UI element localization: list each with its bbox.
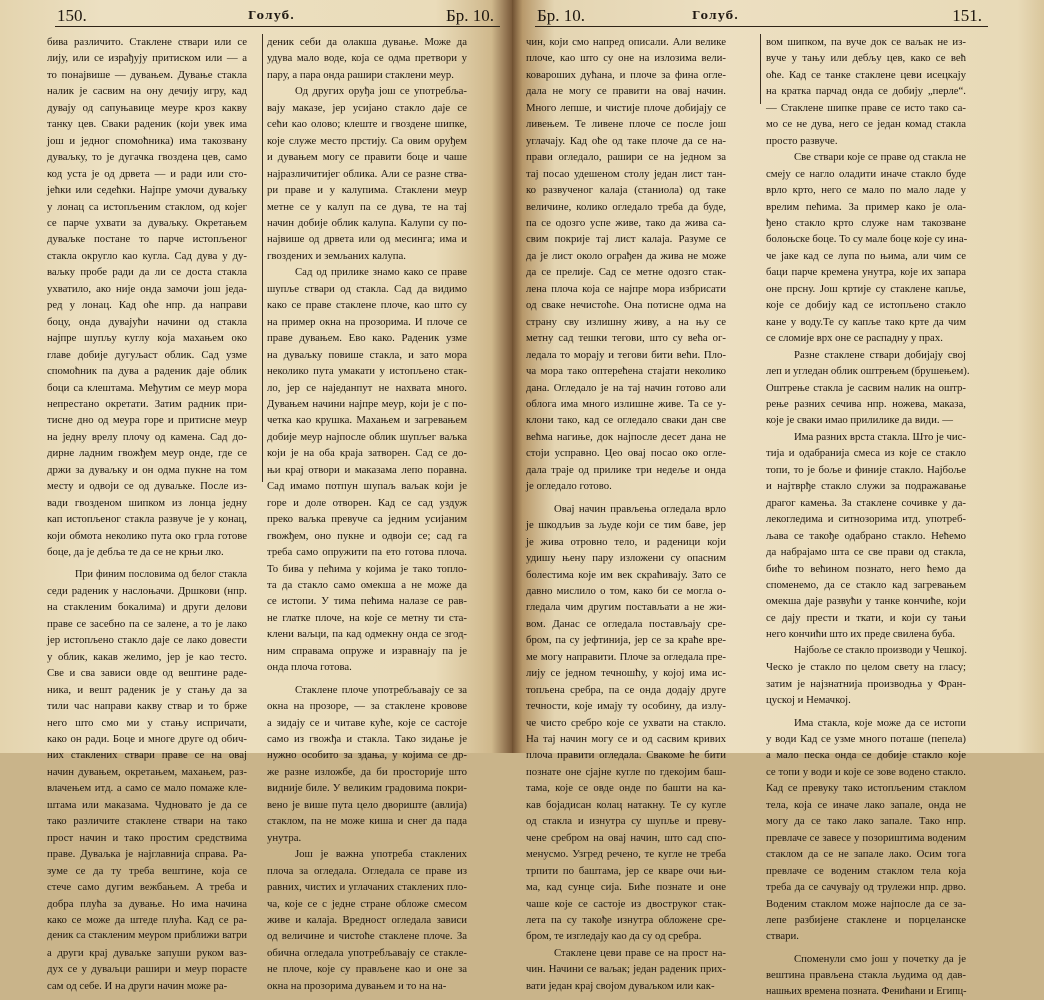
text-line: гвоздених и земљаних калупа. [267,249,406,262]
text-line: величине, колико огледало треба да буде, [526,200,726,213]
text-line: обична огледала употребљавају се стакле- [267,946,467,959]
text-line: видније биле. У великим градовима покри- [267,782,467,795]
text-line: који је на оба краја затворен. Сад се до- [267,447,467,460]
text-line: превлаче се воденим стаклом тела која [766,864,966,877]
text-line: клони тако, кад се огледало сваки дан све [526,414,726,427]
text-line: на кратка парчад онда се добију „перле“. [766,85,966,98]
text-line: живе и калаја. Вредност огледала зависи [267,914,467,927]
text-column-left [47,34,247,994]
text-line: и најтврђе стакло служи за подражавање [766,480,966,493]
text-line: Има стакла, које може да се истопи [794,716,966,729]
text-line: да је лист около ограђен да жива не може [526,249,726,262]
text-line: че јаке кад се лупа по њима, али чим се [766,249,966,262]
text-line: држи за дуваљку и он одма пукне на том [47,463,247,476]
text-line: лена плоча која се најпре мора избрисати [526,282,726,295]
column-rule [760,34,761,104]
text-line: Споменули смо још у почетку да је [794,952,966,965]
text-line: неколико пута умакати у истопљено стак- [267,365,467,378]
text-line: главе добије дугуљаст облик. Сад узме [47,348,247,361]
text-line: ника, и вешт раденик је у стању да за [47,683,247,696]
text-line: На тај начин могу се и од сасвим кривих [526,733,726,746]
text-line: пару, а пара онда рашири стаклени меур. [267,68,454,81]
text-line: — Стаклене шипке праве се исто тако са- [766,101,966,114]
text-line: омекша даје развући у танке кончиће, који [766,595,966,608]
text-line: у лонац са истопљеним стаклом, од којег [47,200,247,213]
text-line: дала траје од прилике три недеље и онда [526,463,726,476]
text-line: лета па су такође изнутра обложене сре- [526,914,726,927]
text-line: на дуваљку повише стакла, и зато мора [267,348,467,361]
text-line: у води Кад се узме много поташе (пепела) [766,733,966,746]
text-line: леп и угледан облик оштрењем (брушењем). [766,365,970,378]
text-line: тако различите стаклене ствари на тако [47,815,247,828]
text-line: них стаклених ствари праве се на овај [47,749,247,762]
text-line: који обмота неколико пута око грла готове [47,529,247,542]
text-line: праве дувањем. Ево како. Раденик узме [267,332,467,345]
text-line: равних, чистих и углачаних стаклених пло- [267,881,467,894]
text-line: ухватило, ако није онда замочи још једа- [47,282,247,295]
text-line: стоји усправно. Цео овај посао око огле- [526,447,726,460]
text-line: боцу, онда дувајући начини од стакла [47,315,247,328]
text-line: плоча за огледала. Огледала се праве из [267,864,467,877]
text-line: тела, која се иначе лако запале, онда не [766,798,966,811]
text-line: на стакленим бокалима) и други делови [47,601,247,614]
text-line: дуваљке постане то парче истопљеног [47,233,247,246]
text-line: тај посао удешеном столу један лист тан- [526,167,726,180]
text-line: ме могу направити. Плоче за огледала пре- [526,650,726,663]
text-line: дуваљку, то је дугачка гвоздена цев, само [47,151,247,164]
text-line: ред у лонац. Кад оће нпр. да направи [47,299,247,312]
text-line: болоњске боце. То су мале боце које су ина- [766,233,968,246]
text-line: влачењем итд. а само се мало помаже кле- [47,782,247,795]
text-line: чин. Начини се ваљак; један раденик прих- [526,963,726,976]
text-line: лију, или се израђују притиском или — а [47,52,247,65]
text-line: је шкодљив за људе који се тим баве, јер [526,519,726,532]
text-line: метну сад тешки тегови, што су већа ог- [526,332,726,345]
text-line: још и једног спомоћника) има такозвану [47,134,247,147]
text-line: Од других оруђа још се употребља- [295,85,467,98]
text-line: дана. Огледало је на тај начин готово али [526,381,726,394]
text-line: свим покрије тај лист калаја. Разуме се [526,233,726,246]
text-line: шупље ствари од стакла. Сад да видимо [267,282,467,295]
text-line: чене сребром на овај начин, што сад спо- [526,831,726,844]
text-line: од стакла и изнутра су шупље и преву- [526,815,726,828]
text-line: треба само опружити па ето готова плоча. [267,546,467,559]
text-line: се парче ухвати за дуваљку. Окретањем [47,216,247,229]
text-line: Оштрење стакла је сасвим налик на оштр- [766,381,966,394]
text-line: лију се једном течношћу, у којој има ис- [526,667,726,680]
text-line: гледала чим другим постављати а не жи- [526,601,726,614]
text-line: течности, које имају ту особину, да излу- [526,700,726,713]
text-line: се истопи. У тима пећима налазе се рав- [267,595,467,608]
text-line: Дувањем начини најпре меур, који је с по- [267,397,467,410]
text-line: се сломије врх оне се распадну у прах. [766,332,943,345]
text-line: се дају прести и ткати, и који су тањи [766,611,966,624]
text-line: Има разних врста стакла. Што је чис- [794,430,966,443]
issue-number: Бр. 10. [445,6,494,25]
text-line: да набрајамо шта се све прави од стакла, [766,546,966,559]
text-line: већма нагиње, док најпосле десет дана не [526,430,726,443]
text-line: ри праве и у калупима. Стаклени меур [267,184,467,197]
text-line: ђено стакло крто служе нам такозване [766,216,966,229]
text-line: ваљку пробе ради да ли се доста стакла [47,266,247,279]
text-line: како се може да штеде плућа. Кад се ра- [47,914,247,927]
text-line: тама, које се овде онде по башти на ка- [526,782,726,795]
text-line: плоча правити огледала. Свакоме ће бити [526,749,726,762]
text-line: удишу њену пару изложени су опасним [526,552,726,565]
text-line: вено је више пута цело двориште (авлија) [267,798,467,811]
text-line: је жива отровно тело, и раденици који [526,535,726,548]
text-line: бива различито. Стаклене ствари или се [47,36,247,48]
text-line: прави огледало, рашири се на једном за [526,151,726,164]
text-line: него кончићи што их преде свилена буба. [766,628,956,641]
text-column-left [526,34,726,994]
left-page [0,0,512,992]
text-line: Још је важна употреба стаклених [295,848,467,861]
text-line: тили час направи какву ствар и то брже [47,700,247,713]
text-line: бром, те изгледају као да су од сребра. [526,930,702,943]
text-line: деник себи да олакша дување. Може да [267,36,467,48]
journal-title: Голуб. [692,9,739,22]
text-line: ча мора тако оптерећена стајати неколико [526,365,726,378]
text-line: јер истопљено стакло даје се лако довести [47,634,247,647]
text-line: метне се у калуп па се дува, те на тај [267,200,467,213]
text-line: болестима које им век скраћивају. Зато се [526,568,726,581]
text-line: смеју се нагло оладити иначе стакло буде [766,167,966,180]
text-line: Све и сва зависи овде од вештине раде- [47,667,247,680]
text-line: вештина прављена стакла људима од дав- [766,969,966,982]
text-line: праве. Дуваљка је најглавнија справа. Ра- [47,848,247,861]
text-line: спомоћник па дува а раденик даје облик [47,365,247,378]
text-line: налик је сасвим на ону дечију игру, кад [47,85,247,98]
text-line: Разне стаклене ствари добијају свој [794,348,966,361]
text-line: не плоче, које су прављене као и оне за [267,963,467,976]
text-line: Воденим стаклом може најпосле да се за- [766,897,966,910]
text-line: па се одозго успе живе, тако да жива са- [526,216,726,229]
text-line: седи раденик у наслоњачи. Дршкови (нпр. [47,584,247,597]
text-line: а мало песка онда се добије стакло које [766,749,966,762]
text-line: углачају. Кад оће од таке плоче да се на- [526,134,726,147]
text-line: ледала то морају и тегови бити већи. Пло- [526,348,726,361]
text-line: боци са клештама. Међутим се меур мора [47,381,247,394]
text-line: просто развуче. [766,134,838,147]
text-line: вуче у тању или дебљу цев, како се већ [766,52,966,65]
text-line: чин, који смо напред описали. Али велике [526,36,726,48]
text-line: најразличитијег облика. Али се разне ства- [267,167,467,180]
text-line: праве се засебно па се залене, а то је лако [47,617,247,630]
text-line: топи, то је боље и финије стакло. Најбоље [766,463,966,476]
text-line: окна на прозоре, — за стаклене кровове [267,700,467,713]
text-line: давно мислило о том, како би се могла о- [526,584,726,597]
text-line: Ческо је стакло по целом свету на гласу; [766,661,966,674]
text-line: највише од дрвета или од месинга; има и [267,233,467,246]
text-line: страну сву излишну живу, а на њу се [526,315,726,328]
text-line: мо се не дува, него се један комад стакла [766,118,966,131]
text-line: лепе разбијене стаклене и порцеланске [766,914,966,927]
text-line: та да стакло само омекша а не може да [267,578,467,591]
text-line: могу да се тако лако запале. Тако нпр. [766,815,966,828]
text-line: ним справама опруже и изравнају па је [267,644,467,657]
issue-number: Бр. 10. [537,6,586,25]
text-line: како се праве стаклене плоче, као што су [267,299,467,312]
text-line: стече само дугим вежбањем. А треба и [47,881,247,894]
text-line: њи крај отвори и маказама лепо поравна. [267,463,467,476]
text-line: ковароших дућана, и плоче за фина огле- [526,68,726,81]
text-line: непрестано окретати. Затим радник при- [47,397,247,410]
text-line: споменемо, да се стакло кад загревањем [766,578,966,591]
text-line: Стаклене плоче употребљавају се за [295,683,467,696]
text-line: превлаче се завесе у позориштима воденим [766,831,966,844]
text-line: се топи у води и које се зове водено стакло. [766,765,966,778]
text-line: Овај начин прављења огледала врло [554,502,726,515]
text-line: То бива у пећима у којима је тако топло- [267,562,467,575]
text-line: које се добију кад се истопљено стакло [766,299,966,312]
text-line: само из гвожђа и стакла. Тако зидање је [267,733,467,746]
text-line: облога има много излишне живе. Та се у- [526,397,726,410]
text-line: ло, јер се наједанпут не нахвата много. [267,381,467,394]
text-line: добра плућа за дување. Но има начина [47,897,247,910]
text-line: а други крај дуваљке запуши руком ваз- [47,946,247,959]
text-line: начин добије облик калупа. Калупи су по- [267,216,467,229]
text-line: танку цев. Сваки раденик (који увек има [47,118,247,131]
text-line: баци парче кремена унутра, које их запара [766,266,966,279]
text-line: четка као крушка. Махањем и загревањем [267,414,467,427]
text-line: нужно особито за здања, у којима се др- [267,749,467,762]
text-line: чаше које се састоје из двоструког стак- [526,897,726,910]
text-line: од сваке нечистоће. Она потисне одма на [526,299,726,312]
page-number: 150. [57,6,87,25]
text-line: лекогледима и ситнозорима итд. употреб- [766,513,966,526]
text-line: ма, кад сунце сија. Биће познате и оне [526,881,726,894]
text-line: ко развученог калаја (станиола) од таке [526,184,726,197]
text-line: рење разних сечива нпр. ножева, маказа, [766,397,966,410]
text-line: трпити по баштама, јер се кваре очи њи- [526,864,726,877]
text-line: љава се такође одабрано стакло. Нећемо [766,529,966,542]
text-line: на једну врелу плочу од камена. Сад до- [47,430,247,443]
text-line: дирне ладним гвожђем меур онде, где се [47,447,247,460]
text-line: вади гвозденом шипком из лонца једну [47,496,247,509]
text-line: кав бојадисан колац натакну. Те су кугле [526,798,726,811]
text-line: прост начин и тако простим средствима [47,831,247,844]
text-line: тија и одабранија смеса из које се стакло [766,447,966,460]
text-line: же разне изложбе, да би просторије што [267,765,467,778]
text-line: на пример окна на прозорима. И плоче се [267,315,467,328]
text-line: дала не могу се правити на овај начин. [526,85,726,98]
text-line: дувају од сапуњавице меуре кроз какву [47,101,247,114]
text-line: у облик, какав желимо, јер је као тесто. [47,650,247,663]
text-column-right [262,34,467,992]
text-line: горе и доле отворен. Кад се сад уздуж [267,496,467,509]
text-line: дух се у дуваљци рашири и меур порасте [47,963,247,976]
text-line: како он ради. Боце и многе друге од обич- [47,733,247,746]
text-line: клени ваљци, па кад одмекну онда се згод- [267,628,467,641]
text-line: драгог камења. За стаклене сочивке у да- [766,496,966,509]
text-line: оне прсну. Још кртије су стаклене капље, [766,282,966,295]
text-line: зуме се да ту треба вештине, која се [47,864,247,877]
text-line: месту и одвоји се од дуваљке. После из- [47,480,247,493]
text-line: плоче, као што су оне на излозима вели- [526,52,726,65]
text-line: топљена сребра, па се онда додају друге [526,683,726,696]
text-line: стакла округло као кугла. Сад дува у ду- [47,249,247,262]
text-line: тисне дно од меура горе и притисне меур [47,414,247,427]
page-number: 151. [952,6,982,25]
text-line: то понајвише — дувањем. Дување стакла [47,68,247,81]
text-line: че чисто сребро које се ухвати на стакло. [526,716,726,729]
journal-title: Голуб. [248,9,295,22]
text-line: начин дувањем, окретањем, махањем, раз- [47,765,247,778]
text-line: ствари. [766,930,799,943]
text-line: вом шипком, па вуче док се ваљак не из- [766,36,966,48]
text-line: затим је најзнатнија производња у Фран- [766,677,966,690]
text-line: унутра. [267,831,302,844]
text-line: од величине и чистоће стаклене плоче. За [267,930,467,943]
text-line: Све ствари које се праве од стакла не [794,151,966,164]
text-line: боце, да је дебља те да се не крњи лко. [47,546,224,559]
text-line: врло крто, него се мало по мало ладе у [766,184,966,197]
text-line: бром, па су јефтинија, јер се за краће вре- [526,634,726,647]
text-line: менусмо. Узгред речено, те кугле не треба [526,848,726,861]
text-line: вати један крај својом дуваљком или как- [526,979,715,992]
text-line: да се прелије. Сад се метне одозго стак- [526,266,726,279]
text-line: биће то већином познато, него ћемо да [766,562,966,575]
text-line: добије меур најпосле облик шупљег ваљка [267,430,467,443]
text-line: кап истопљеног стакла развуче је у конац, [47,513,247,526]
text-line: најпре шупљу куглу која махањем око [47,332,247,345]
text-line: штама или маказама. Чудновато је да се [47,798,247,811]
page-header [55,4,500,27]
text-line: него што смо ми у стању испричати, [47,716,247,729]
text-line: стаклом, па не може киша и снег да пада [267,815,467,828]
text-column-right [762,34,970,1000]
page-header [535,4,988,27]
text-line: не глатке плоче, на које се метну ти ста- [267,611,467,624]
text-line: и дувањем могу се правити боце и чаше [267,151,467,164]
text-line: кане у воду.Те су капље тако крте да чим [766,315,966,328]
text-line: Сад од прилике знамо како се праве [295,266,467,279]
right-page [512,0,1044,997]
text-line: деник са стакленим меуром приближи ватри [47,930,247,942]
text-line: које служе место прстију. Са овим оруђем [267,134,467,147]
text-line: врелим пећима. За пример како је ола- [766,200,966,213]
text-line: преко ваљка превуче са једним усијаним [267,513,467,526]
text-line: Кад се превуку тако истопљеним стаклом [766,782,966,795]
text-line: При финим пословима од белог стакла [75,568,247,580]
text-line: вају маказе, јер усијано стакло даје се [267,101,467,114]
text-line: цуској и Немачкој. [766,694,851,707]
text-line: познате оне сјајне кугле по гдекојим баш- [526,765,726,778]
text-line: сам од себе. И на други начин може ра- [47,979,228,992]
text-line: удува мало воде, која се одма претвори у [267,52,467,65]
text-line: онда плоча готова. [267,661,352,674]
text-line: Најбоље се стакло производи у Чешкој. [794,644,967,656]
text-line: оће. Кад се танке стаклене цеви исецкају [766,68,966,81]
text-line: Много лепше, и чистије плоче добијају се [526,101,726,114]
text-line: вом. Данас се огледала постављају сре- [526,617,726,630]
text-line: код уста је од дрвета — и ради или сто- [47,167,247,180]
text-line: стаклом да се не запале лако. Осим тога [766,848,966,861]
text-line: треба да се сачувају од трулежи нпр. дрво. [766,881,966,894]
text-line: јећки или седећки. Најпре умочи дуваљку [47,184,247,197]
text-line: ливењем. Те ливене плоче се после још [526,118,726,131]
text-line: а зидају се и читаве куће, које се састоје [267,716,467,729]
text-line: гвожђем, оно пукне и одвоји се; сад га [267,529,467,542]
text-line: сећи као олово; клеште и гвоздене шипке, [267,118,467,131]
text-line: је огледало готово. [526,480,612,493]
text-line: окна на прозорима дувањем и то на на- [267,979,447,992]
text-line: ча, које се с једне стране обложе смесом [267,897,467,910]
text-line: Стаклене цеви праве се на прост на- [554,946,726,959]
text-line: нашњих времена позната. Фенићани и Египц- [766,985,967,997]
text-line: Сад имамо потпун шупаљ ваљак који је [267,480,467,493]
text-line: које је сваки имао прилилике да види. — [766,414,954,427]
